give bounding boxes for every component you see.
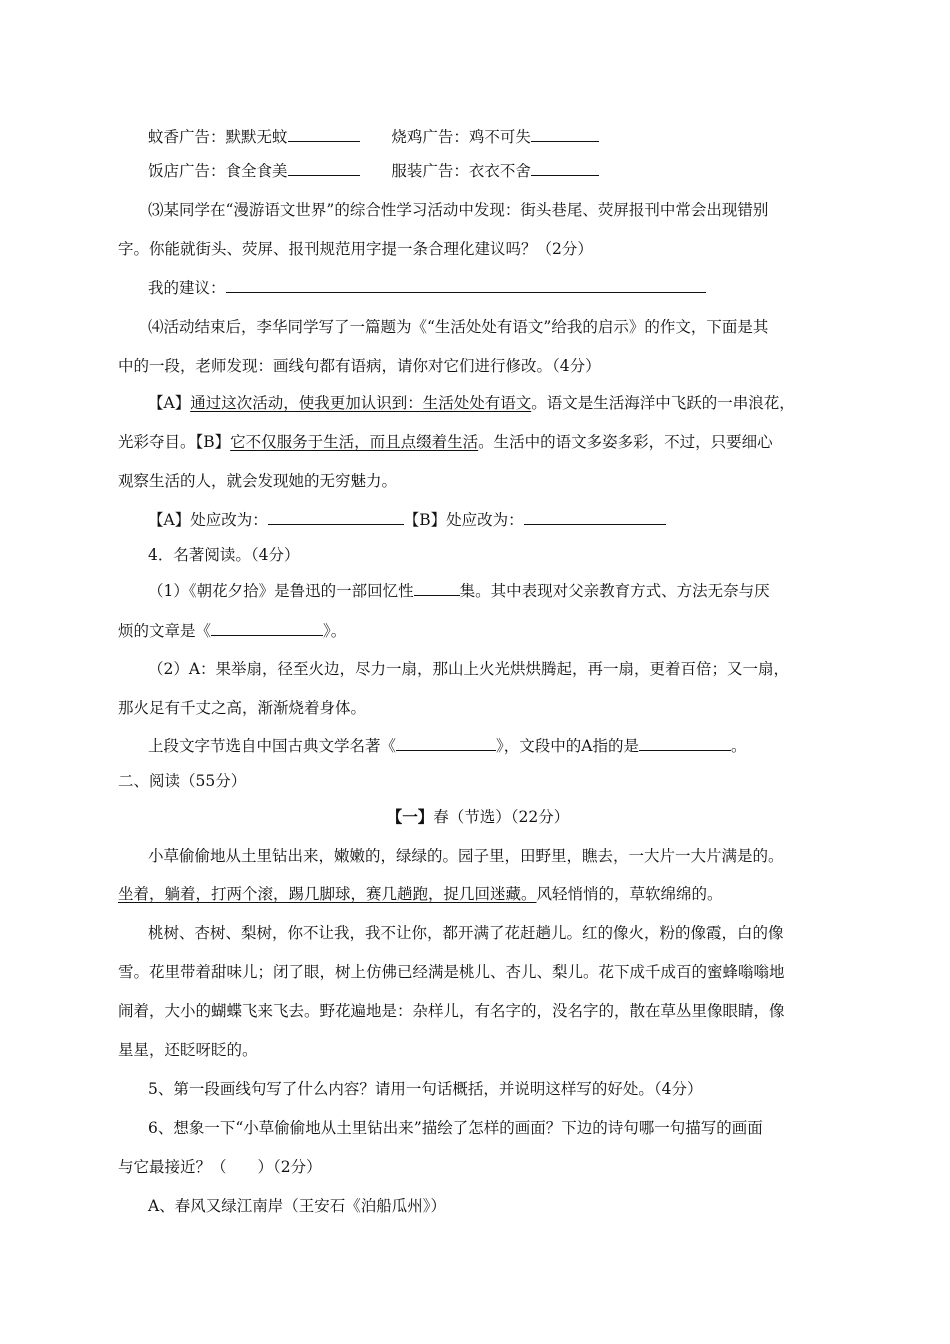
subtitle-bracket: 【一】: [386, 807, 434, 826]
passage-p2-line4: 星星，还眨呀眨的。: [118, 1041, 258, 1059]
fix-b-blank[interactable]: [524, 509, 666, 525]
tag-a: 【A】: [148, 394, 191, 412]
ad-chicken: 烧鸡广告：鸡不可失: [391, 128, 531, 146]
ad-row-2: [148, 160, 868, 182]
paragraph-b-rest: 。生活中的语文多姿多彩，不过，只要细心: [478, 433, 773, 451]
q4-p2-q-b: 》，文段中的A指的是: [496, 737, 639, 755]
q3-4-line2: 中的一段，老师发现：画线句都有语病，请你对它们进行修改。（4分）: [118, 357, 601, 375]
q4-p2-q-c: 。: [730, 737, 747, 755]
q4-p1-a: （1）《朝花夕拾》是鲁迅的一部回忆性: [148, 582, 414, 600]
passage-p1-rest: 风轻悄悄的，草软绵绵的。: [536, 885, 723, 903]
q4-p2-line1: （2）A：果举扇，径至火边，尽力一扇，那山上火光烘烘腾起，再一扇，更着百倍；又一扇，: [148, 660, 790, 678]
ad-clothing: 服装广告：衣衣不舍: [391, 162, 531, 180]
paragraph-b: [118, 431, 838, 453]
q3-3-line1: ⑶某同学在“漫游语文世界”的综合性学习活动中发现：街头巷尾、荧屏报刊中常会出现错别: [148, 201, 769, 219]
question-5: 5、第一段画线句写了什么内容？请用一句话概括，并说明这样写的好处。（4分）: [148, 1080, 703, 1098]
paragraph-b-prefix: 光彩夺目。【B】: [118, 433, 231, 451]
fix-a-blank[interactable]: [268, 509, 404, 525]
q4-p2-q-a: 上段文字节选自中国古典文学名著《: [148, 737, 397, 755]
fix-b-label: 【B】处应改为：: [403, 511, 524, 529]
question-6-option-a: A、春风又绿江南岸（王安石《泊船瓜州》）: [148, 1197, 446, 1215]
answer-blank[interactable]: [288, 126, 360, 142]
fix-a-label: 【A】处应改为：: [148, 511, 268, 529]
question-6-line2: 与它最接近？（ ）（2分）: [118, 1158, 322, 1176]
q3-3-line2: 字。你能就街头、荧屏、报刊规范用字提一条合理化建议吗？（2分）: [118, 240, 593, 258]
article-blank[interactable]: [211, 620, 323, 636]
passage-underlined-sentence: 坐着，躺着，打两个滚，踢几脚球，赛几趟跑，捉几回迷藏。: [118, 885, 537, 903]
q4-p1-d: 》。: [323, 622, 347, 640]
ad-restaurant: 饭店广告：食全食美: [148, 162, 288, 180]
answer-blank[interactable]: [531, 126, 599, 142]
question-6-line1: 6、想象一下“小草偷偷地从土里钻出来”描绘了怎样的画面？下边的诗句哪一句描写的画面: [148, 1119, 763, 1137]
q3-4-line1: ⑷活动结束后，李华同学写了一篇题为《“生活处处有语文”给我的启示》的作文，下面是其: [148, 318, 769, 336]
paragraph-c: 观察生活的人，就会发现她的无穷魅力。: [118, 472, 398, 490]
suggestion-label: 我的建议：: [148, 279, 226, 297]
suggestion-row: [148, 277, 868, 299]
paragraph-a-rest: 。语文是生活海洋中飞跃的一串浪花，: [531, 394, 795, 412]
ad-row-1: [148, 126, 868, 148]
suggestion-blank[interactable]: [226, 277, 706, 293]
section-2-title: 二、阅读（55分）: [118, 772, 247, 790]
genre-blank[interactable]: [414, 580, 460, 596]
answer-blank[interactable]: [531, 160, 599, 176]
q4-p1-line2: [118, 620, 838, 642]
sentence-b-underlined: 它不仅服务于生活，而且点缀着生活: [230, 433, 479, 451]
q4-p2-question: [148, 735, 868, 757]
q4-p1-c: 烦的文章是《: [118, 622, 212, 640]
ad-mosquito: 蚊香广告：默默无蚊: [148, 128, 288, 146]
q4-p1-line1: [148, 580, 868, 602]
subtitle-text: 春（节选）（22分）: [433, 808, 570, 826]
passage-p2-line3: 闹着，大小的蝴蝶飞来飞去。野花遍地是：杂样儿，有名字的，没名字的，散在草丛里像眼睛，像: [118, 1002, 785, 1020]
passage-p2-line2: 雪。花里带着甜味儿；闭了眼，树上仿佛已经满是桃儿、杏儿、梨儿。花下成千成百的蜜蜂嗡嗡地: [118, 963, 785, 981]
section-2-subtitle: [118, 806, 838, 828]
sentence-a-underlined: 通过这次活动，使我更加认识到：生活处处有语文: [190, 394, 532, 412]
passage-p1-line2: [118, 883, 838, 905]
q4-title: 4．名著阅读。（4分）: [148, 546, 300, 564]
fix-row: [148, 509, 868, 531]
q4-p2-line2: 那火足有千丈之高，渐渐烧着身体。: [118, 699, 367, 717]
answer-blank[interactable]: [288, 160, 360, 176]
passage-p2-line1: 桃树、杏树、梨树，你不让我，我不让你，都开满了花赶趟儿。红的像火，粉的像霞，白的像: [148, 924, 784, 942]
q4-p1-b: 集。其中表现对父亲教育方式、方法无奈与厌: [459, 582, 770, 600]
book-blank[interactable]: [396, 735, 496, 751]
character-blank[interactable]: [639, 735, 731, 751]
paragraph-a: [148, 392, 868, 414]
passage-p1-line1: 小草偷偷地从土里钻出来，嫩嫩的，绿绿的。园子里，田野里，瞧去，一大片一大片满是的。: [148, 847, 784, 865]
